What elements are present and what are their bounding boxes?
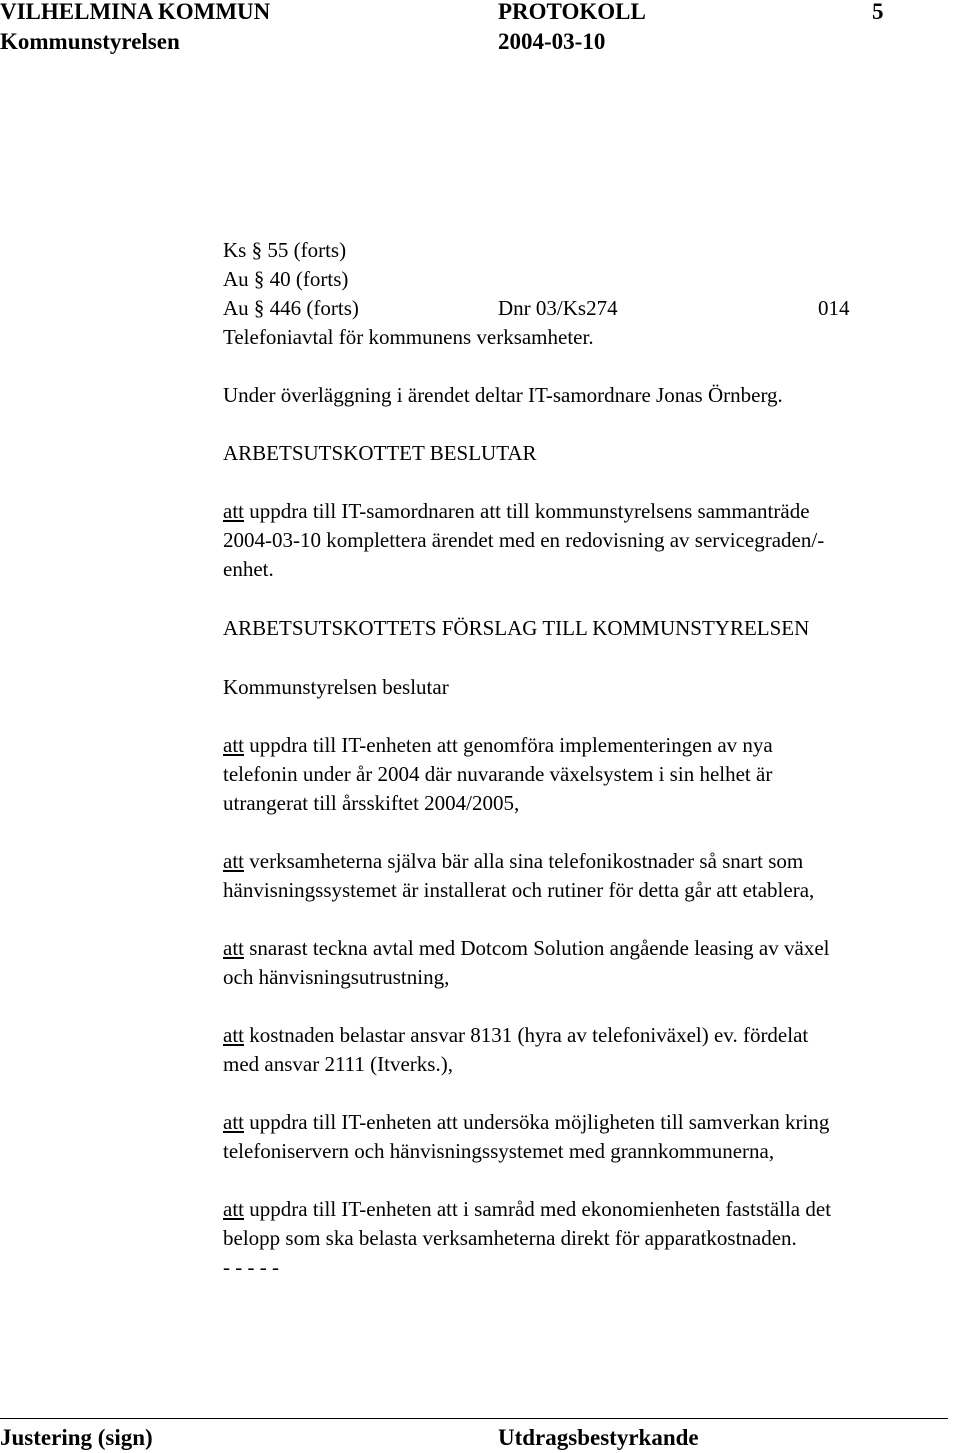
au-decision-heading: ARBETSUTSKOTTET BESLUTAR: [223, 441, 537, 465]
att-keyword: att: [223, 1023, 244, 1047]
proposal-item-4: [223, 1021, 958, 1079]
proposal-item-1: [223, 731, 958, 818]
proposal-heading: ARBETSUTSKOTTETS FÖRSLAG TILL KOMMUNSTYRELSEN: [223, 616, 810, 640]
att-keyword: att: [223, 936, 244, 960]
case-ref-ks: Ks § 55 (forts): [223, 238, 347, 262]
footer-utdragsbestyrkande: Utdragsbestyrkande: [498, 1425, 699, 1450]
end-marker: - - - - -: [223, 1255, 279, 1279]
au-decision-line: att uppdra till IT-samordnaren att till kommunstyrelsens sammanträde: [223, 499, 810, 523]
au-decision-line: enhet.: [223, 557, 274, 581]
header-municipality: VILHELMINA KOMMUN: [0, 0, 271, 24]
proposal-item-2: [223, 847, 958, 905]
header-date: 2004-03-10: [498, 29, 606, 54]
case-code: 014: [818, 296, 850, 320]
case-title: Telefoniavtal för kommunens verksamheter.: [223, 325, 594, 349]
header-body: Kommunstyrelsen: [0, 29, 180, 54]
proposal-subheading: Kommunstyrelsen beslutar: [223, 675, 449, 699]
case-ref-au-40: Au § 40 (forts): [223, 267, 349, 291]
proposal-line: telefoniservern och hänvisningssystemet med grannkommunerna,: [223, 1139, 775, 1163]
proposal-line: att uppdra till IT-enheten att i samråd med ekonomienheten fastställa det: [223, 1197, 832, 1221]
proposal-line: att uppdra till IT-enheten att genomföra implementeringen av nya: [223, 733, 773, 757]
proposal-item-3: [223, 934, 958, 992]
proposal-line: telefonin under år 2004 där nuvarande växelsystem i sin helhet är: [223, 762, 773, 786]
proposal-line: med ansvar 2111 (Itverks.),: [223, 1052, 453, 1076]
header-doc-type: PROTOKOLL: [498, 0, 646, 24]
proposal-line: hänvisningssystemet är installerat och rutiner för detta går att etablera,: [223, 878, 815, 902]
case-dnr: Dnr 03/Ks274: [498, 296, 618, 320]
proposal-line: att snarast teckna avtal med Dotcom Solution angående leasing av växel: [223, 936, 830, 960]
att-keyword: att: [223, 1110, 244, 1134]
att-keyword: att: [223, 499, 244, 523]
header-page-number: 5: [872, 0, 884, 24]
proposal-line: att kostnaden belastar ansvar 8131 (hyra av telefoniväxel) ev. fördelat: [223, 1023, 809, 1047]
au-decision-paragraph: [223, 497, 958, 584]
proposal-line: belopp som ska belasta verksamheterna direkt för apparatkostnaden.: [223, 1226, 797, 1250]
proposal-line: utrangerat till årsskiftet 2004/2005,: [223, 791, 520, 815]
proposal-line: att verksamheterna själva bär alla sina telefonikostnader så snart som: [223, 849, 804, 873]
proposal-item-6: [223, 1195, 958, 1282]
footer-justering: Justering (sign): [0, 1425, 153, 1450]
proposal-item-5: [223, 1108, 958, 1166]
att-keyword: att: [223, 1197, 244, 1221]
proposal-line: att uppdra till IT-enheten att undersöka möjligheten till samverkan kring: [223, 1110, 830, 1134]
intro-text: Under överläggning i ärendet deltar IT-samordnare Jonas Örnberg.: [223, 383, 783, 407]
att-keyword: att: [223, 849, 244, 873]
att-keyword: att: [223, 733, 244, 757]
case-ref-au-446: Au § 446 (forts): [223, 296, 359, 320]
footer-divider: [0, 1418, 948, 1419]
proposal-line: och hänvisningsutrustning,: [223, 965, 450, 989]
au-decision-line: 2004-03-10 komplettera ärendet med en redovisning av servicegraden/-: [223, 528, 825, 552]
